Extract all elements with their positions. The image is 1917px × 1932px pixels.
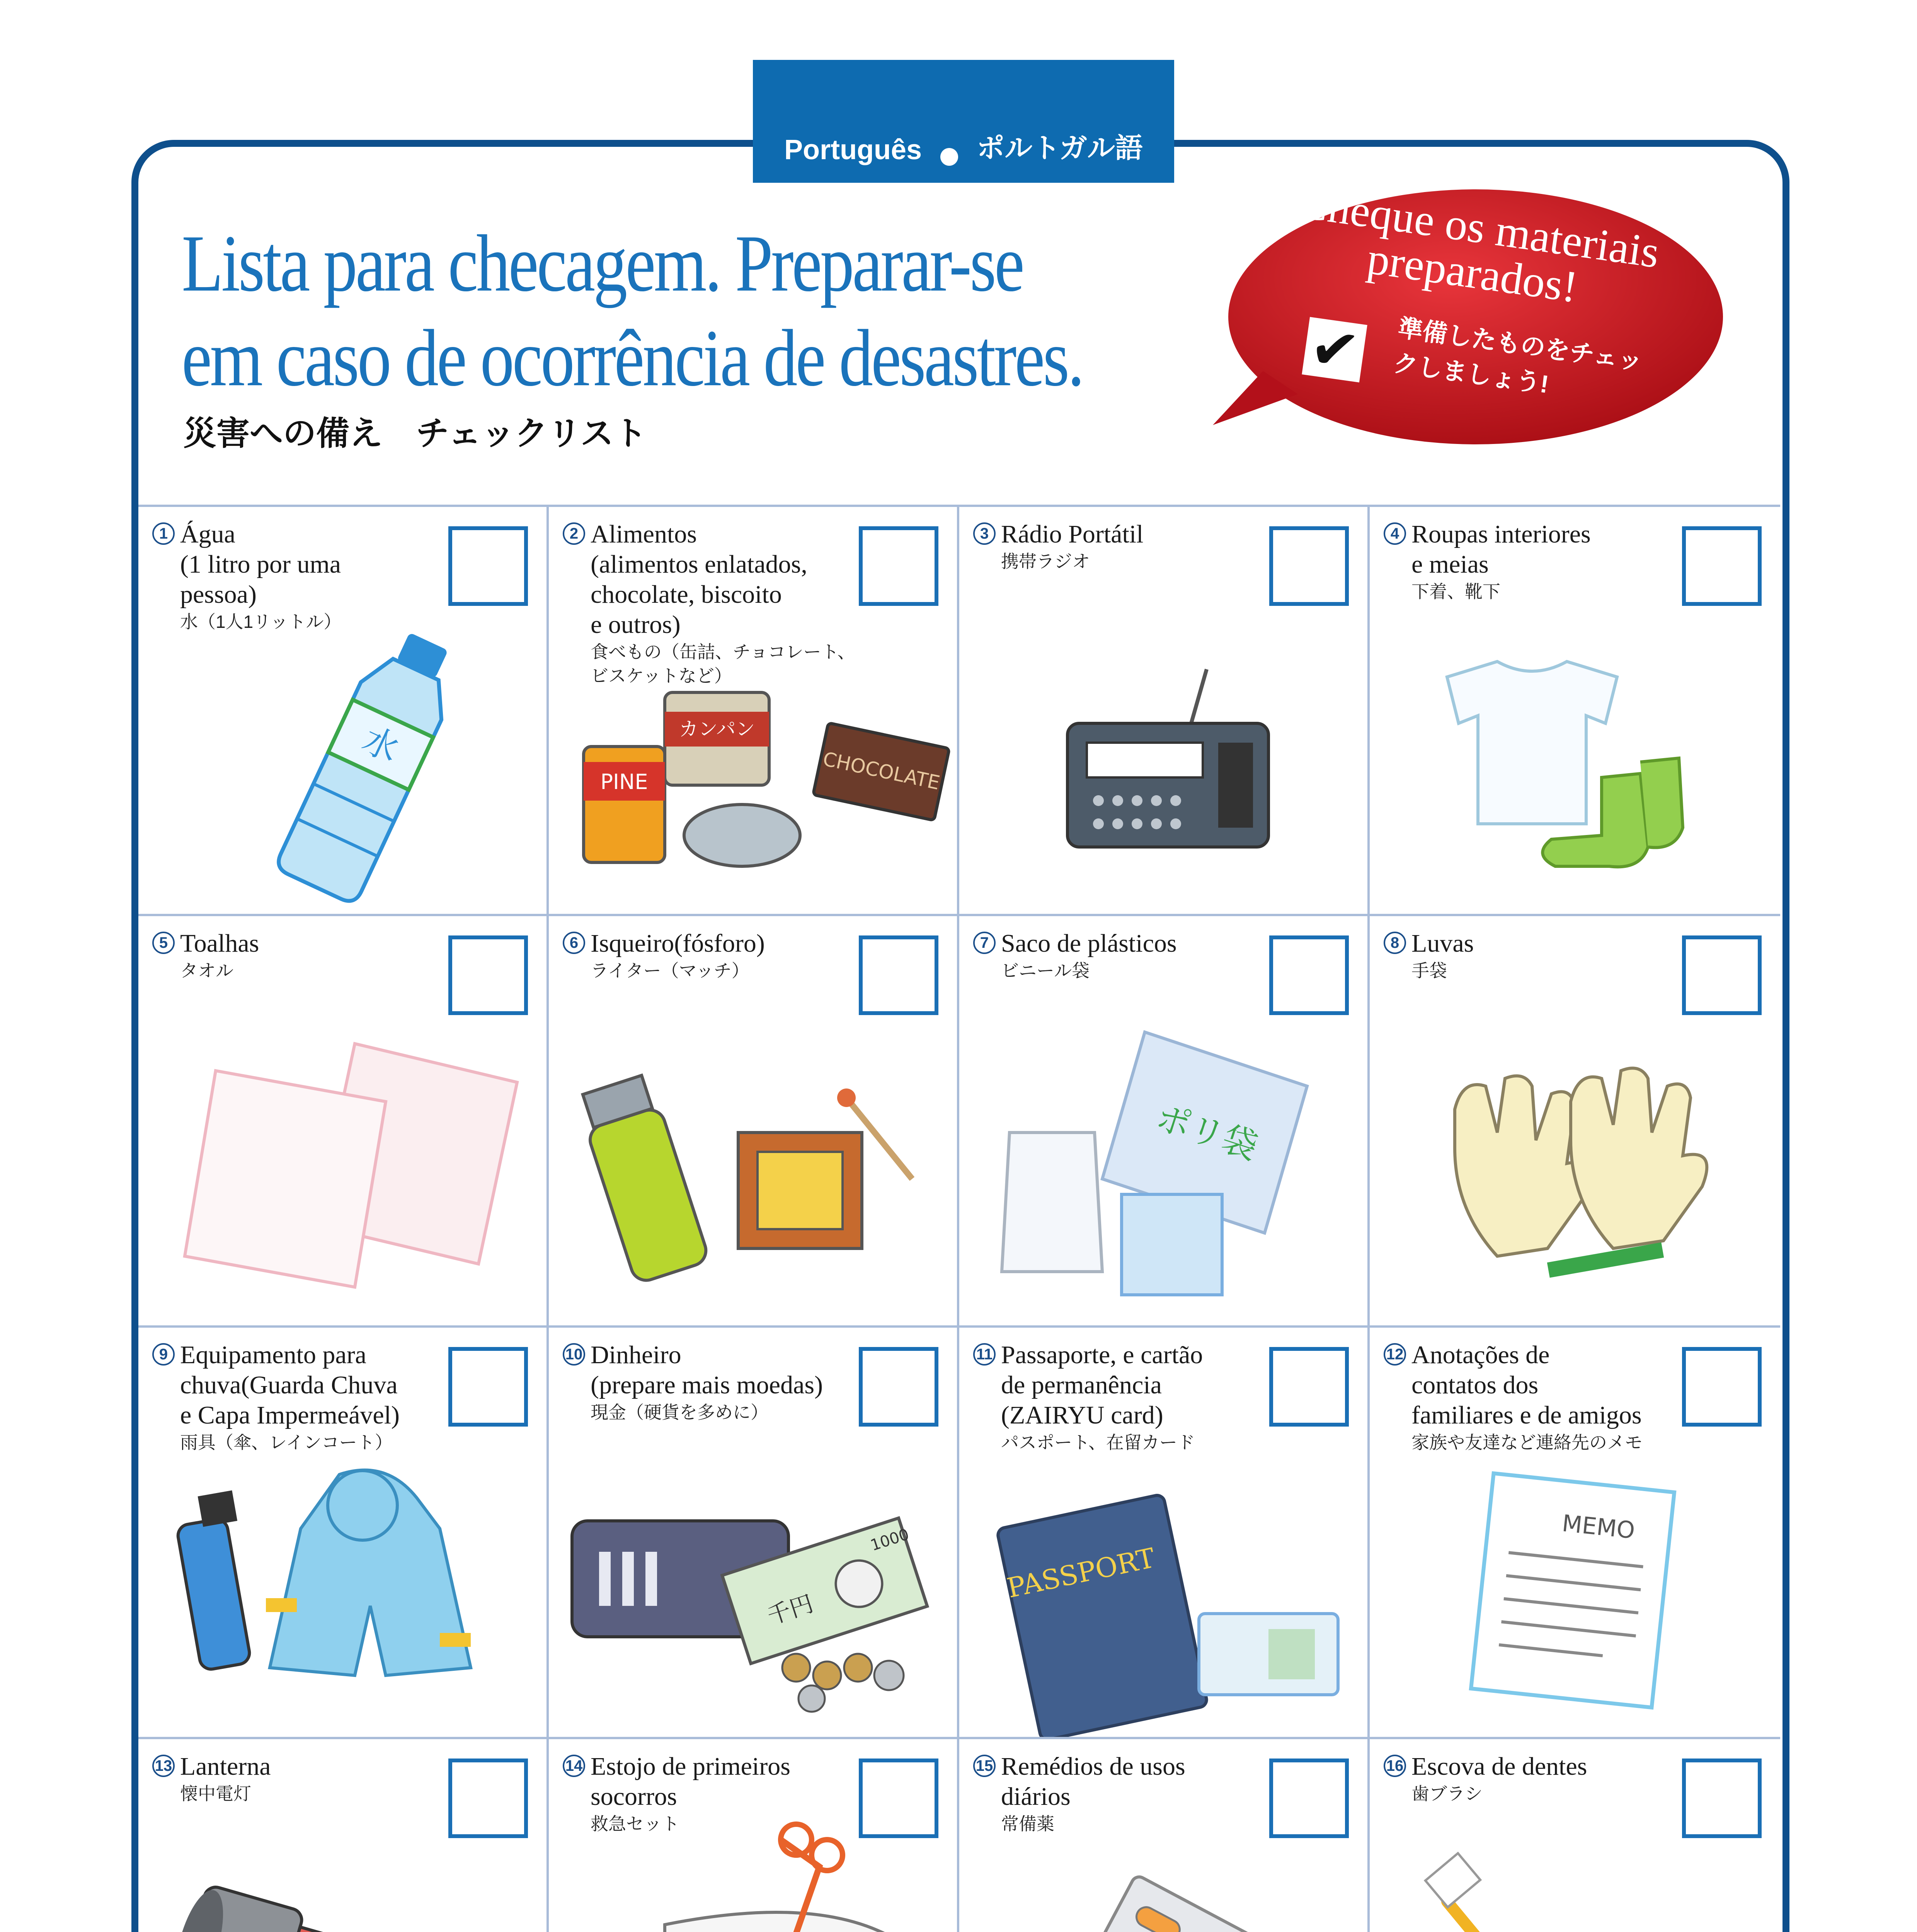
svg-text:CHOCOLATE: CHOCOLATE <box>821 747 942 794</box>
svg-text:PASSPORT: PASSPORT <box>1004 1542 1158 1604</box>
svg-text:ポリ袋: ポリ袋 <box>1151 1097 1263 1168</box>
item-label-jp: 家族や友達など連絡先のメモ <box>1411 1432 1643 1452</box>
item-label: Anotações de contatos dos familiares e de amigos 家族や友達など連絡先のメモ <box>1411 1340 1690 1454</box>
item-number: 16 <box>1384 1755 1406 1777</box>
bubble-jp-text: 準備したものをチェックしましょう! <box>1391 314 1645 398</box>
item-label: Rádio Portátil 携帯ラジオ <box>1001 519 1279 573</box>
item-label-jp: 救急セット <box>591 1814 679 1834</box>
svg-text:カンパン: カンパン <box>679 718 755 740</box>
item-10-money <box>549 1328 959 1739</box>
page-title <box>182 216 1156 406</box>
item-label: Lanterna 懐中電灯 <box>180 1752 458 1806</box>
item-number: 10 <box>563 1343 585 1366</box>
item-label: Passaporte, e cartão de permanência (ZAIRYU card) パスポート、在留カード <box>1001 1340 1279 1454</box>
item-number: 1 <box>152 522 175 545</box>
radio-icon <box>959 507 1367 916</box>
item-label-jp: 食べもの（缶詰、チョコレート、ビスケットなど） <box>591 642 855 686</box>
item-9-rain-gear <box>138 1328 549 1739</box>
water-bottle-icon <box>138 507 546 916</box>
item-5-towels <box>138 916 549 1328</box>
svg-text:PINE: PINE <box>600 770 648 794</box>
item-number: 7 <box>973 932 996 954</box>
item-label: Toalhas タオル <box>180 929 458 983</box>
bullet-dot <box>940 148 958 166</box>
memo-icon <box>1370 1328 1778 1737</box>
underwear-socks-icon <box>1370 507 1778 916</box>
item-label: Equipamento para chuva(Guarda Chuva e Capa Impermeável) 雨具（傘、レインコート） <box>180 1340 458 1454</box>
flashlight-icon <box>138 1739 546 1932</box>
item-1-water <box>138 505 549 916</box>
medicine-icon <box>959 1739 1367 1932</box>
toothbrush-icon <box>1370 1739 1778 1932</box>
item-label-jp: パスポート、在留カード <box>1001 1432 1195 1452</box>
language-pt: Português <box>784 134 922 165</box>
item-4-underwear <box>1370 505 1780 916</box>
item-label-jp: 携帯ラジオ <box>1001 551 1090 571</box>
checklist-frame <box>131 140 1789 1932</box>
item-label: Dinheiro (prepare mais moedas) 現金（硬貨を多めに） <box>591 1340 869 1424</box>
item-13-flashlight <box>138 1739 549 1932</box>
item-label: Água (1 litro por uma pessoa) 水（1人1リットル） <box>180 519 458 634</box>
wallet-money-icon <box>549 1328 957 1737</box>
reminder-bubble <box>1197 178 1735 471</box>
item-number: 15 <box>973 1755 996 1777</box>
item-label: Saco de plásticos ビニール袋 <box>1001 929 1279 983</box>
item-label-jp: 歯ブラシ <box>1411 1784 1483 1804</box>
item-label: Roupas interiores e meias 下着、靴下 <box>1411 519 1690 604</box>
item-number: 5 <box>152 932 175 954</box>
item-number: 13 <box>152 1755 175 1777</box>
svg-text:1000: 1000 <box>868 1525 911 1555</box>
item-7-plastic-bags <box>959 916 1370 1328</box>
item-number: 12 <box>1384 1343 1406 1366</box>
title-line-1: Lista para checagem. Preparar-se <box>182 219 1023 308</box>
item-15-medicine <box>959 1739 1370 1932</box>
first-aid-kit-icon <box>549 1739 957 1932</box>
bubble-main-text: Cheque os materiais preparados! <box>1295 178 1662 312</box>
item-number: 8 <box>1384 932 1406 954</box>
lighter-matches-icon <box>549 916 957 1325</box>
item-label: Estojo de primeiros socorros 救急セット <box>591 1752 869 1836</box>
item-label-jp: 水（1人1リットル） <box>180 612 342 632</box>
item-label: Alimentos (alimentos enlatados, chocolate, biscoito e outros) 食べもの（缶詰、チョコレート、ビスケットなど） <box>591 519 869 688</box>
item-number: 4 <box>1384 522 1406 545</box>
item-label-jp: 手袋 <box>1411 961 1447 981</box>
item-label: Remédios de usos diários 常備薬 <box>1001 1752 1279 1836</box>
plastic-bags-icon <box>959 916 1367 1325</box>
item-label-jp: 下着、靴下 <box>1411 582 1500 602</box>
item-label-jp: 懐中電灯 <box>180 1784 251 1804</box>
item-label: Escova de dentes 歯ブラシ <box>1411 1752 1690 1806</box>
raincoat-umbrella-icon <box>138 1328 546 1737</box>
item-number: 9 <box>152 1343 175 1366</box>
svg-text:MEMO: MEMO <box>1561 1510 1636 1544</box>
item-3-radio <box>959 505 1370 916</box>
item-label-jp: 現金（硬貨を多めに） <box>591 1402 768 1422</box>
canned-food-icon <box>549 507 957 916</box>
item-label: Isqueiro(fósforo) ライター（マッチ） <box>591 929 869 983</box>
item-16-toothbrush <box>1370 1739 1780 1932</box>
item-number: 6 <box>563 932 585 954</box>
passport-icon <box>959 1328 1367 1737</box>
item-label-jp: ビニール袋 <box>1001 961 1090 981</box>
page-subtitle-jp: 災害への備え チェックリスト <box>183 415 647 452</box>
item-label-jp: タオル <box>180 961 233 981</box>
item-number: 3 <box>973 522 996 545</box>
item-label-jp: 雨具（傘、レインコート） <box>180 1432 393 1452</box>
title-line-2: em caso de ocorrência de desastres. <box>182 313 1083 403</box>
language-tab <box>753 60 1174 183</box>
svg-text:水: 水 <box>356 719 405 770</box>
towel-icon <box>138 916 546 1325</box>
item-number: 14 <box>563 1755 585 1777</box>
item-number: 11 <box>973 1343 996 1366</box>
item-label-jp: ライター（マッチ） <box>591 961 749 981</box>
item-label-jp: 常備薬 <box>1001 1814 1054 1834</box>
item-6-lighter <box>549 916 959 1328</box>
item-12-contact-memo <box>1370 1328 1780 1739</box>
item-label: Luvas 手袋 <box>1411 929 1690 983</box>
item-11-passport <box>959 1328 1370 1739</box>
item-2-food <box>549 505 959 916</box>
svg-text:千円: 千円 <box>764 1590 817 1630</box>
item-14-first-aid <box>549 1739 959 1932</box>
gloves-icon <box>1370 916 1778 1325</box>
check-mark-glyph: ✔ <box>1306 313 1364 386</box>
item-8-gloves <box>1370 916 1780 1328</box>
bubble-check-icon <box>1302 313 1367 386</box>
item-number: 2 <box>563 522 585 545</box>
language-jp: ポルトガル語 <box>977 133 1143 164</box>
